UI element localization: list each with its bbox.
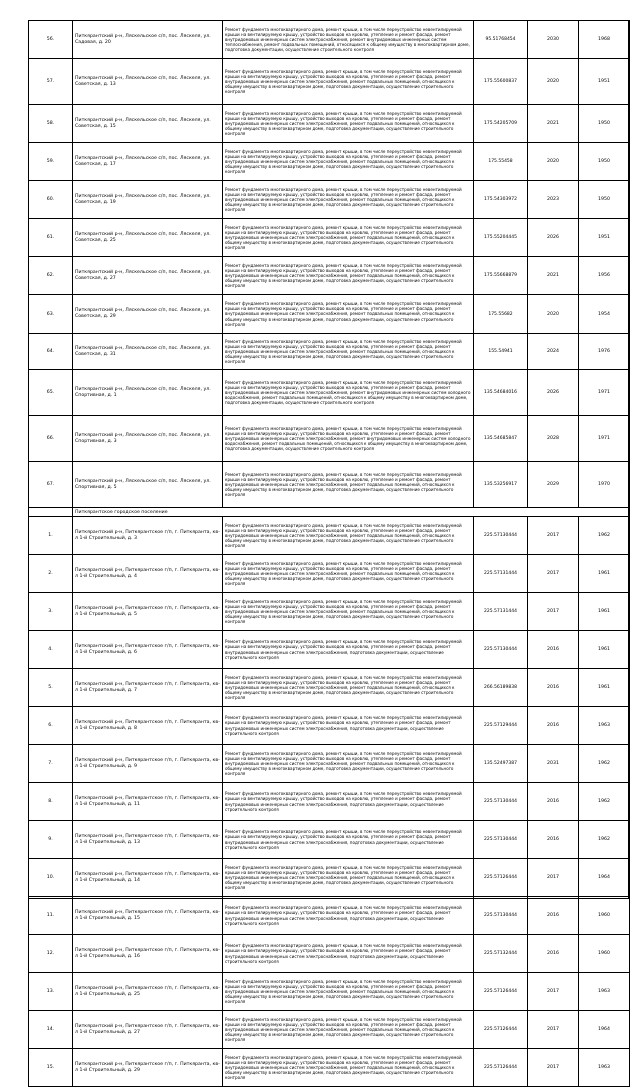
cost-cell: 135.52497387 (474, 745, 528, 783)
work-description-cell: Ремонт фундамента многоквартирного дома, ремонт крыши, в том числе переустройство невентилируемой крыши на вентилируемую крышу, устройство выходов на кровлю, утепление и ремонт фасада, ремонт внутридомовых инженерных систем электроснабжения, ремонт подвальных помещений, относящихся к общему имуществу в многоквартирном доме, подготовка документации, осуществление строительного контроля (223, 181, 474, 219)
work-description-cell: Ремонт фундамента многоквартирного дома, ремонт крыши, в том числе переустройство невентилируемой крыши на вентилируемую крышу, устройство выходов на кровлю, утепление и ремонт фасада, ремонт внутридомовых инженерных систем электроснабжения, ремонт подвальных помещений, относящихся к общему имуществу в многоквартирном доме, подготовка документации, осуществление строительного контроля (223, 105, 474, 143)
repair-year-cell: 2016 (528, 821, 579, 859)
address-cell: Питкярантский р-н, Ляскельское с/п, пос. Ляскеля, ул. Советская, д. 17 (73, 143, 223, 181)
repair-year-cell: 2026 (528, 219, 579, 257)
repair-year-cell: 2020 (528, 143, 579, 181)
built-year-cell: 1970 (579, 462, 630, 508)
row-number: 63. (29, 295, 73, 334)
section-number-cell (29, 508, 73, 517)
work-description-cell: Ремонт фундамента многоквартирного дома, ремонт крыши, в том числе переустройство невентилируемой крыши на вентилируемую крышу, устройство выходов на кровлю, утепление и ремонт фасада, ремонт внутридомовых инженерных систем электроснабжения, ремонт внутридомовых инженерных систем холодного водоснабжения, ремонт подвальных помещений, относящихся к общему имуществу в многоквартирном доме, подготовка документации, осуществление строительного контроля (223, 416, 474, 462)
table-row (29, 416, 630, 462)
address-cell: Питкярантский р-н, Ляскельское с/п, пос. Ляскеля, ул. Советская, д. 27 (73, 257, 223, 295)
cost-cell: 175.55668879 (474, 257, 528, 295)
cost-cell: 266.56189838 (474, 669, 528, 707)
repair-year-cell: 2017 (528, 593, 579, 631)
cost-cell: 225.57130444 (474, 631, 528, 669)
table-row (29, 181, 630, 219)
row-number: 67. (29, 462, 73, 508)
built-year-cell: 1963 (579, 1049, 630, 1087)
work-description-cell: Ремонт фундамента многоквартирного дома, ремонт крыши, в том числе переустройство невентилируемой крыши на вентилируемую крышу, устройство выходов на кровлю, утепление и ремонт фасада, ремонт внутридомовых инженерных систем электроснабжения, подготовка документации, осуществление строительного контроля (223, 897, 474, 935)
cost-cell: 175.55600837 (474, 59, 528, 105)
cost-cell: 175.55682 (474, 295, 528, 334)
row-number: 62. (29, 257, 73, 295)
address-cell: Питкярантский р-н, Питкярантское г/п, г. Питкяранта, кв-л 1-й Строительный, д. 13 (73, 821, 223, 859)
table-row (29, 257, 630, 295)
built-year-cell: 1962 (579, 745, 630, 783)
repair-year-cell: 2017 (528, 555, 579, 593)
address-cell: Питкярантский р-н, Ляскельское с/п, пос. Ляскеля, ул. Спортивная, д. 3 (73, 416, 223, 462)
work-description-cell: Ремонт фундамента многоквартирного дома, ремонт крыши, в том числе переустройство невентилируемой крыши на вентилируемую крышу, устройство выходов на кровлю, утепление и ремонт фасада, ремонт внутридомовых инженерных систем электроснабжения, ремонт подвальных помещений, относящихся к общему имуществу в многоквартирном доме, подготовка документации, осуществление строительного контроля (223, 295, 474, 334)
cost-cell: 225.57131444 (474, 593, 528, 631)
cost-cell: 135.54684016 (474, 370, 528, 416)
built-year-cell: 1961 (579, 593, 630, 631)
section-header-row (29, 508, 630, 517)
cost-cell: 135.53256917 (474, 462, 528, 508)
work-description-cell: Ремонт фундамента многоквартирного дома, ремонт крыши, в том числе переустройство невентилируемой крыши на вентилируемую крышу, устройство выходов на кровлю, утепление и ремонт фасада, ремонт внутридомовых инженерных систем электроснабжения, ремонт подвальных помещений, относящихся к общему имуществу в многоквартирном доме, подготовка документации, осуществление строительного контроля (223, 462, 474, 508)
row-number: 13. (29, 973, 73, 1011)
address-cell: Питкярантский р-н, Питкярантское г/п, г. Питкяранта, кв-л 1-й Строительный, д. 9 (73, 745, 223, 783)
row-number: 3. (29, 593, 73, 631)
built-year-cell: 1954 (579, 295, 630, 334)
row-number: 10. (29, 859, 73, 897)
work-description-cell: Ремонт фундамента многоквартирного дома, ремонт крыши, в том числе переустройство невентилируемой крыши на вентилируемую крышу, устройство выходов на кровлю, утепление и ремонт фасада, ремонт внутридомовых инженерных систем электроснабжения, ремонт подвальных помещений, относящихся к общему имуществу в многоквартирном доме, подготовка документации, осуществление строительного контроля (223, 219, 474, 257)
work-description-cell: Ремонт фундамента многоквартирного дома, ремонт крыши, в том числе переустройство невентилируемой крыши на вентилируемую крышу, устройство выходов на кровлю, утепление и ремонт фасада, ремонт внутридомовых инженерных систем электроснабжения, подготовка документации, осуществление строительного контроля (223, 935, 474, 973)
row-number: 4. (29, 631, 73, 669)
row-number: 2. (29, 555, 73, 593)
table-row (29, 783, 630, 821)
address-cell: Питкярантский р-н, Питкярантское г/п, г. Питкяранта, кв-л 1-й Строительный, д. 15 (73, 897, 223, 935)
table-row (29, 555, 630, 593)
table-row (29, 593, 630, 631)
built-year-cell: 1961 (579, 669, 630, 707)
address-cell: Питкярантский р-н, Ляскельское с/п, пос. Ляскеля, ул. Советская, д. 13 (73, 59, 223, 105)
address-cell: Питкярантский р-н, Питкярантское г/п, г. Питкяранта, кв-л 1-й Строительный, д. 4 (73, 555, 223, 593)
cost-cell: 225.57132444 (474, 935, 528, 973)
table-row (29, 21, 630, 59)
table-row (29, 745, 630, 783)
table-row (29, 517, 630, 555)
cost-cell: 155.54941 (474, 334, 528, 370)
address-cell: Питкярантский р-н, Ляскельское с/п, пос. Ляскеля, ул. Советская, д. 31 (73, 334, 223, 370)
table-row (29, 105, 630, 143)
built-year-cell: 1960 (579, 935, 630, 973)
repair-year-cell: 2017 (528, 1049, 579, 1087)
capital-repair-table (28, 20, 630, 1087)
row-number: 57. (29, 59, 73, 105)
cost-cell: 225.57130444 (474, 821, 528, 859)
repair-year-cell: 2016 (528, 707, 579, 745)
table-row (29, 935, 630, 973)
table-row (29, 897, 630, 935)
repair-year-cell: 2021 (528, 257, 579, 295)
work-description-cell: Ремонт фундамента многоквартирного дома, ремонт крыши, в том числе переустройство невентилируемой крыши на вентилируемую крышу, устройство выходов на кровлю, утепление и ремонт фасада, ремонт внутридомовых инженерных систем электроснабжения, ремонт подвальных помещений, относящихся к общему имуществу в многоквартирном доме, подготовка документации, осуществление строительного контроля (223, 973, 474, 1011)
cost-cell: 175.54205709 (474, 105, 528, 143)
table-row (29, 1049, 630, 1087)
repair-year-cell: 2030 (528, 21, 579, 59)
built-year-cell: 1961 (579, 631, 630, 669)
address-cell: Питкярантский р-н, Ляскельское с/п, пос. Ляскеля, ул. Спортивная, д. 5 (73, 462, 223, 508)
address-cell: Питкярантский р-н, Питкярантское г/п, г. Питкяранта, кв-л 1-й Строительный, д. 11 (73, 783, 223, 821)
work-description-cell: Ремонт фундамента многоквартирного дома, ремонт крыши, в том числе переустройство невентилируемой крыши на вентилируемую крышу, устройство выходов на кровлю, утепление и ремонт фасада, ремонт внутридомовых инженерных систем электроснабжения, подготовка документации, осуществление строительного контроля (223, 783, 474, 821)
work-description-cell: Ремонт фундамента многоквартирного дома, ремонт крыши, в том числе переустройство невентилируемой крыши на вентилируемую крышу, устройство выходов на кровлю, утепление и ремонт фасада, ремонт внутридомовых инженерных систем электроснабжения, ремонт внутридомовых инженерных систем теплоснабжения, ремонт подвальных помещений, относящихся к общему имуществу в многоквартирном доме, подготовка документации, осуществление строительного контроля (223, 21, 474, 59)
address-cell: Питкярантский р-н, Питкярантское г/п, г. Питкяранта, кв-л 1-й Строительный, д. 16 (73, 935, 223, 973)
repair-year-cell: 2020 (528, 295, 579, 334)
work-description-cell: Ремонт фундамента многоквартирного дома, ремонт крыши, в том числе переустройство невентилируемой крыши на вентилируемую крышу, устройство выходов на кровлю, утепление и ремонт фасада, ремонт внутридомовых инженерных систем электроснабжения, ремонт подвальных помещений, относящихся к общему имуществу в многоквартирном доме, подготовка документации, осуществление строительного контроля (223, 257, 474, 295)
address-cell: Питкярантский р-н, Питкярантское г/п, г. Питкяранта, кв-л 1-й Строительный, д. 27 (73, 1011, 223, 1049)
built-year-cell: 1961 (579, 555, 630, 593)
table-row (29, 859, 630, 897)
row-number: 1. (29, 517, 73, 555)
built-year-cell: 1971 (579, 416, 630, 462)
repair-year-cell: 2016 (528, 897, 579, 935)
work-description-cell: Ремонт фундамента многоквартирного дома, ремонт крыши, в том числе переустройство невентилируемой крыши на вентилируемую крышу, устройство выходов на кровлю, утепление и ремонт фасада, ремонт внутридомовых инженерных систем электроснабжения, ремонт подвальных помещений, относящихся к общему имуществу в многоквартирном доме, подготовка документации, осуществление строительного контроля (223, 334, 474, 370)
repair-year-cell: 2021 (528, 105, 579, 143)
row-number: 56. (29, 21, 73, 59)
document-page (28, 20, 629, 1081)
table-row (29, 295, 630, 334)
address-cell: Питкярантский р-н, Ляскельское с/п, пос. Ляскеля, ул. Советская, д. 15 (73, 105, 223, 143)
work-description-cell: Ремонт фундамента многоквартирного дома, ремонт крыши, в том числе переустройство невентилируемой крыши на вентилируемую крышу, устройство выходов на кровлю, утепление и ремонт фасада, ремонт внутридомовых инженерных систем электроснабжения, ремонт подвальных помещений, относящихся к общему имуществу в многоквартирном доме, подготовка документации, осуществление строительного контроля (223, 593, 474, 631)
row-number: 6. (29, 707, 73, 745)
built-year-cell: 1963 (579, 707, 630, 745)
repair-year-cell: 2031 (528, 745, 579, 783)
row-number: 12. (29, 935, 73, 973)
row-number: 14. (29, 1011, 73, 1049)
work-description-cell: Ремонт фундамента многоквартирного дома, ремонт крыши, в том числе переустройство невентилируемой крыши на вентилируемую крышу, устройство выходов на кровлю, утепление и ремонт фасада, ремонт внутридомовых инженерных систем электроснабжения, ремонт внутридомовых инженерных систем холодного водоснабжения, ремонт подвальных помещений, относящихся к общему имуществу в многоквартирном доме, подготовка документации, осуществление строительного контроля (223, 370, 474, 416)
repair-year-cell: 2024 (528, 334, 579, 370)
cost-cell: 225.57131444 (474, 555, 528, 593)
cost-cell: 225.57130444 (474, 783, 528, 821)
built-year-cell: 1968 (579, 21, 630, 59)
address-cell: Питкярантский р-н, Питкярантское г/п, г. Питкяранта, кв-л 1-й Строительный, д. 25 (73, 973, 223, 1011)
repair-year-cell: 2023 (528, 181, 579, 219)
repair-year-cell: 2016 (528, 783, 579, 821)
work-description-cell: Ремонт фундамента многоквартирного дома, ремонт крыши, в том числе переустройство невентилируемой крыши на вентилируемую крышу, устройство выходов на кровлю, утепление и ремонт фасада, ремонт внутридомовых инженерных систем электроснабжения, подготовка документации, осуществление строительного контроля (223, 707, 474, 745)
row-number: 58. (29, 105, 73, 143)
repair-year-cell: 2017 (528, 973, 579, 1011)
built-year-cell: 1951 (579, 59, 630, 105)
cost-cell: 225.57129444 (474, 707, 528, 745)
repair-year-cell: 2017 (528, 1011, 579, 1049)
cost-cell: 95.51768454 (474, 21, 528, 59)
table-row (29, 1011, 630, 1049)
work-description-cell: Ремонт фундамента многоквартирного дома, ремонт крыши, в том числе переустройство невентилируемой крыши на вентилируемую крышу, устройство выходов на кровлю, утепление и ремонт фасада, ремонт внутридомовых инженерных систем электроснабжения, ремонт подвальных помещений, относящихся к общему имуществу в многоквартирном доме, подготовка документации, осуществление строительного контроля (223, 555, 474, 593)
row-number: 61. (29, 219, 73, 257)
built-year-cell: 1950 (579, 181, 630, 219)
address-cell: Питкярантский р-н, Ляскельское с/п, пос. Ляскеля, ул. Спортивная, д. 1 (73, 370, 223, 416)
table-row (29, 669, 630, 707)
repair-year-cell: 2028 (528, 416, 579, 462)
row-number: 8. (29, 783, 73, 821)
address-cell: Питкярантский р-н, Питкярантское г/п, г. Питкяранта, кв-л 1-й Строительный, д. 29 (73, 1049, 223, 1087)
built-year-cell: 1960 (579, 897, 630, 935)
cost-cell: 225.57126444 (474, 859, 528, 897)
built-year-cell: 1962 (579, 821, 630, 859)
repair-year-cell: 2016 (528, 935, 579, 973)
address-cell: Питкярантский р-н, Питкярантское г/п, г. Питкяранта, кв-л 1-й Строительный, д. 14 (73, 859, 223, 897)
built-year-cell: 1964 (579, 859, 630, 897)
address-cell: Питкярантский р-н, Ляскельское с/п, пос. Ляскеля, ул. Советская, д. 19 (73, 181, 223, 219)
repair-year-cell: 2026 (528, 370, 579, 416)
repair-year-cell: 2017 (528, 517, 579, 555)
address-cell: Питкярантский р-н, Питкярантское г/п, г. Питкяранта, кв-л 1-й Строительный, д. 5 (73, 593, 223, 631)
cost-cell: 225.57126444 (474, 973, 528, 1011)
built-year-cell: 1951 (579, 219, 630, 257)
address-cell: Питкярантский р-н, Питкярантское г/п, г. Питкяранта, кв-л 1-й Строительный, д. 3 (73, 517, 223, 555)
cost-cell: 135.54685847 (474, 416, 528, 462)
built-year-cell: 1963 (579, 973, 630, 1011)
address-cell: Питкярантский р-н, Ляскельское с/п, пос. Ляскеля, ул. Садовая, д. 20 (73, 21, 223, 59)
table-row (29, 707, 630, 745)
table-row (29, 143, 630, 181)
built-year-cell: 1962 (579, 517, 630, 555)
work-description-cell: Ремонт фундамента многоквартирного дома, ремонт крыши, в том числе переустройство невентилируемой крыши на вентилируемую крышу, устройство выходов на кровлю, утепление и ремонт фасада, ремонт внутридомовых инженерных систем электроснабжения, ремонт подвальных помещений, относящихся к общему имуществу в многоквартирном доме, подготовка документации, осуществление строительного контроля (223, 143, 474, 181)
work-description-cell: Ремонт фундамента многоквартирного дома, ремонт крыши, в том числе переустройство невентилируемой крыши на вентилируемую крышу, устройство выходов на кровлю, утепление и ремонт фасада, ремонт внутридомовых инженерных систем электроснабжения, ремонт подвальных помещений, относящихся к общему имуществу в многоквартирном доме, подготовка документации, осуществление строительного контроля (223, 59, 474, 105)
table-row (29, 821, 630, 859)
cost-cell: 175.54303972 (474, 181, 528, 219)
address-cell: Питкярантский р-н, Ляскельское с/п, пос. Ляскеля, ул. Советская, д. 29 (73, 295, 223, 334)
repair-year-cell: 2017 (528, 859, 579, 897)
table-row (29, 631, 630, 669)
built-year-cell: 1956 (579, 257, 630, 295)
repair-year-cell: 2020 (528, 59, 579, 105)
row-number: 66. (29, 416, 73, 462)
built-year-cell: 1964 (579, 1011, 630, 1049)
table-row (29, 219, 630, 257)
work-description-cell: Ремонт фундамента многоквартирного дома, ремонт крыши, в том числе переустройство невентилируемой крыши на вентилируемую крышу, устройство выходов на кровлю, утепление и ремонт фасада, ремонт внутридомовых инженерных систем электроснабжения, ремонт подвальных помещений, относящихся к общему имуществу в многоквартирном доме, подготовка документации, осуществление строительного контроля (223, 517, 474, 555)
cost-cell: 175.55204445 (474, 219, 528, 257)
repair-year-cell: 2029 (528, 462, 579, 508)
table-row (29, 973, 630, 1011)
row-number: 15. (29, 1049, 73, 1087)
table-row (29, 462, 630, 508)
row-number: 5. (29, 669, 73, 707)
section-title: Питкярантское городское поселение (73, 508, 630, 517)
row-number: 60. (29, 181, 73, 219)
cost-cell: 225.57130444 (474, 897, 528, 935)
row-number: 9. (29, 821, 73, 859)
row-number: 59. (29, 143, 73, 181)
row-number: 7. (29, 745, 73, 783)
cost-cell: 175.55458 (474, 143, 528, 181)
row-number: 64. (29, 334, 73, 370)
work-description-cell: Ремонт фундамента многоквартирного дома, ремонт крыши, в том числе переустройство невентилируемой крыши на вентилируемую крышу, устройство выходов на кровлю, утепление и ремонт фасада, ремонт внутридомовых инженерных систем электроснабжения, ремонт подвальных помещений, относящихся к общему имуществу в многоквартирном доме, подготовка документации, осуществление строительного контроля (223, 859, 474, 897)
cost-cell: 225.57126444 (474, 1011, 528, 1049)
row-number: 65. (29, 370, 73, 416)
address-cell: Питкярантский р-н, Питкярантское г/п, г. Питкяранта, кв-л 1-й Строительный, д. 7 (73, 669, 223, 707)
built-year-cell: 1950 (579, 143, 630, 181)
address-cell: Питкярантский р-н, Питкярантское г/п, г. Питкяранта, кв-л 1-й Строительный, д. 8 (73, 707, 223, 745)
table-row (29, 59, 630, 105)
cost-cell: 225.57126444 (474, 1049, 528, 1087)
work-description-cell: Ремонт фундамента многоквартирного дома, ремонт крыши, в том числе переустройство невентилируемой крыши на вентилируемую крышу, устройство выходов на кровлю, утепление и ремонт фасада, ремонт внутридомовых инженерных систем электроснабжения, подготовка документации, осуществление строительного контроля (223, 631, 474, 669)
repair-year-cell: 2016 (528, 669, 579, 707)
built-year-cell: 1950 (579, 105, 630, 143)
built-year-cell: 1971 (579, 370, 630, 416)
work-description-cell: Ремонт фундамента многоквартирного дома, ремонт крыши, в том числе переустройство невентилируемой крыши на вентилируемую крышу, устройство выходов на кровлю, утепление и ремонт фасада, ремонт внутридомовых инженерных систем электроснабжения, ремонт подвальных помещений, относящихся к общему имуществу в многоквартирном доме, подготовка документации, осуществление строительного контроля (223, 1011, 474, 1049)
address-cell: Питкярантский р-н, Питкярантское г/п, г. Питкяранта, кв-л 1-й Строительный, д. 6 (73, 631, 223, 669)
built-year-cell: 1962 (579, 783, 630, 821)
table-row (29, 334, 630, 370)
row-number: 11. (29, 897, 73, 935)
work-description-cell: Ремонт фундамента многоквартирного дома, ремонт крыши, в том числе переустройство невентилируемой крыши на вентилируемую крышу, устройство выходов на кровлю, утепление и ремонт фасада, ремонт внутридомовых инженерных систем электроснабжения, ремонт подвальных помещений, относящихся к общему имуществу в многоквартирном доме, подготовка документации, осуществление строительного контроля (223, 745, 474, 783)
repair-year-cell: 2016 (528, 631, 579, 669)
address-cell: Питкярантский р-н, Ляскельское с/п, пос. Ляскеля, ул. Советская, д. 25 (73, 219, 223, 257)
work-description-cell: Ремонт фундамента многоквартирного дома, ремонт крыши, в том числе переустройство невентилируемой крыши на вентилируемую крышу, устройство выходов на кровлю, утепление и ремонт фасада, ремонт внутридомовых инженерных систем электроснабжения, ремонт подвальных помещений, относящихся к общему имуществу в многоквартирном доме, подготовка документации, осуществление строительного контроля (223, 1049, 474, 1087)
work-description-cell: Ремонт фундамента многоквартирного дома, ремонт крыши, в том числе переустройство невентилируемой крыши на вентилируемую крышу, устройство выходов на кровлю, утепление и ремонт фасада, ремонт внутридомовых инженерных систем электроснабжения, ремонт подвальных помещений, относящихся к общему имуществу в многоквартирном доме, подготовка документации, осуществление строительного контроля (223, 669, 474, 707)
table-row (29, 370, 630, 416)
built-year-cell: 1976 (579, 334, 630, 370)
cost-cell: 225.57130444 (474, 517, 528, 555)
work-description-cell: Ремонт фундамента многоквартирного дома, ремонт крыши, в том числе переустройство невентилируемой крыши на вентилируемую крышу, устройство выходов на кровлю, утепление и ремонт фасада, ремонт внутридомовых инженерных систем электроснабжения, подготовка документации, осуществление строительного контроля (223, 821, 474, 859)
